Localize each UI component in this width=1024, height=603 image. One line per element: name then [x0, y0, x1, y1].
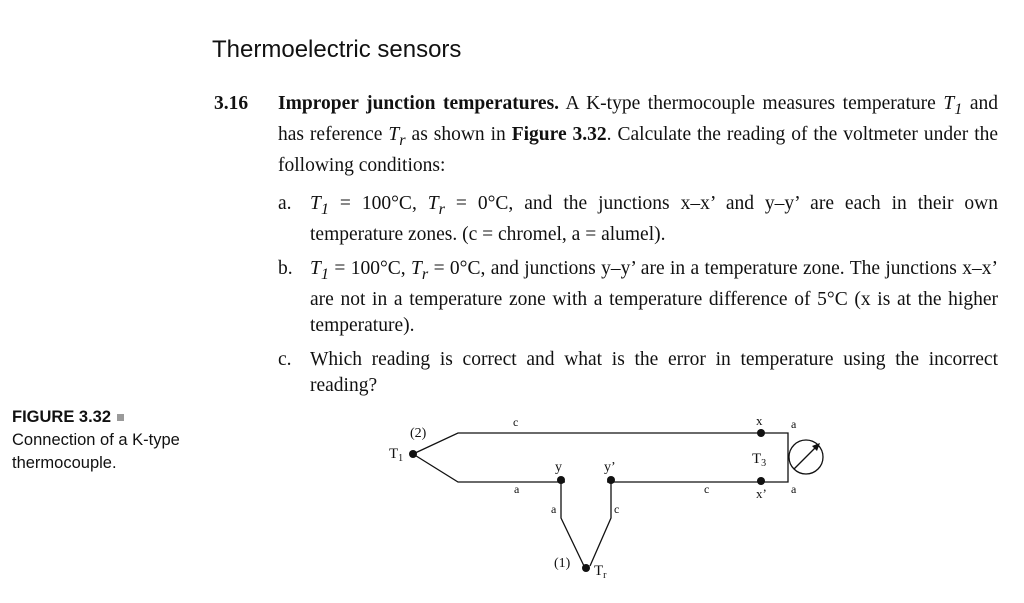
junction-x-prime-dot	[757, 477, 765, 485]
label-c-bottom-right: c	[704, 482, 710, 496]
problem-heading: Improper junction temperatures.	[278, 93, 560, 114]
problem-number: 3.16	[214, 93, 249, 114]
problem-text-3: as shown in	[411, 123, 506, 145]
figure-reference: Figure 3.32	[511, 123, 607, 145]
junction-tr-dot	[582, 564, 590, 572]
label-a-right-bottom: a	[791, 482, 797, 496]
label-c-lead: c	[614, 502, 620, 516]
symbol-tr: $T_r$	[388, 123, 406, 149]
condition-item-a: a. $T_1 = 100^\circ C$, $T_r = 0^\circ C$, and the junctions x–x’ and y–y’ are each in their own temperature zones. (c = chromel, a = alumel).	[278, 192, 998, 245]
thermocouple-wires	[413, 433, 788, 566]
item-letter: b.	[278, 257, 293, 279]
junction-t1-dot	[409, 450, 417, 458]
label-y-prime: y’	[604, 460, 616, 475]
junction-y-prime-dot	[607, 476, 615, 484]
label-t1: $T_1$	[389, 446, 404, 464]
figure-label: FIGURE 3.32	[12, 408, 112, 426]
item-text: Which reading is correct and what is the error in temperature using the incorrect reading?	[310, 348, 998, 396]
voltmeter-icon	[789, 440, 823, 474]
label-t3: $T_3$	[752, 451, 767, 469]
condition-item-b: b. $T_1 = 100^\circ C$, $T_r = 0^\circ C$, and junctions y–y’ are in a temperature zone. The junctions x–x’ are not in a temperature zone with a temperature difference of 5°C (x is at the higher temperature).	[278, 257, 998, 336]
caption-text: Connection of a K-type thermocouple.	[12, 431, 180, 472]
label-x-prime: x’	[756, 486, 767, 501]
item-text: and junctions y–y’ are in a temperature zone. The junctions x–x’ are not in a temperature zone with a temperature difference of 5°C (x is at the higher temperature).	[310, 257, 998, 336]
label-x: x	[756, 413, 763, 428]
symbol-t1: $T_1$	[943, 93, 963, 118]
junction-y-dot	[557, 476, 565, 484]
problem-text-4: . Calculate the reading of the voltmeter under the following conditions:	[278, 123, 999, 176]
label-a-right-top: a	[791, 417, 797, 431]
chromel-wire-top	[413, 433, 762, 454]
label-y: y	[555, 460, 562, 475]
label-1: (1)	[554, 556, 571, 571]
alumel-wire-bottom	[413, 454, 762, 482]
label-c-top: c	[513, 415, 519, 429]
chromel-lead-to-reference	[590, 482, 611, 566]
label-tr: $T_r$	[594, 563, 607, 581]
alumel-lead-to-reference	[561, 482, 584, 566]
item-text: and the junctions x–x’ and y–y’ are each in their own temperature zones. (c = chromel, a = alumel).	[310, 192, 998, 245]
problem-text-1: A K-type thermocouple measures temperature	[565, 93, 936, 114]
section-title: Thermoelectric sensors	[212, 36, 462, 63]
label-a-bottom: a	[514, 482, 520, 496]
label-a-lead: a	[551, 502, 557, 516]
junction-x-dot	[757, 429, 765, 437]
problem-text-2: and has reference	[278, 93, 999, 145]
item-letter: c.	[278, 348, 292, 370]
item-letter: a.	[278, 192, 292, 214]
label-2: (2)	[410, 426, 427, 441]
